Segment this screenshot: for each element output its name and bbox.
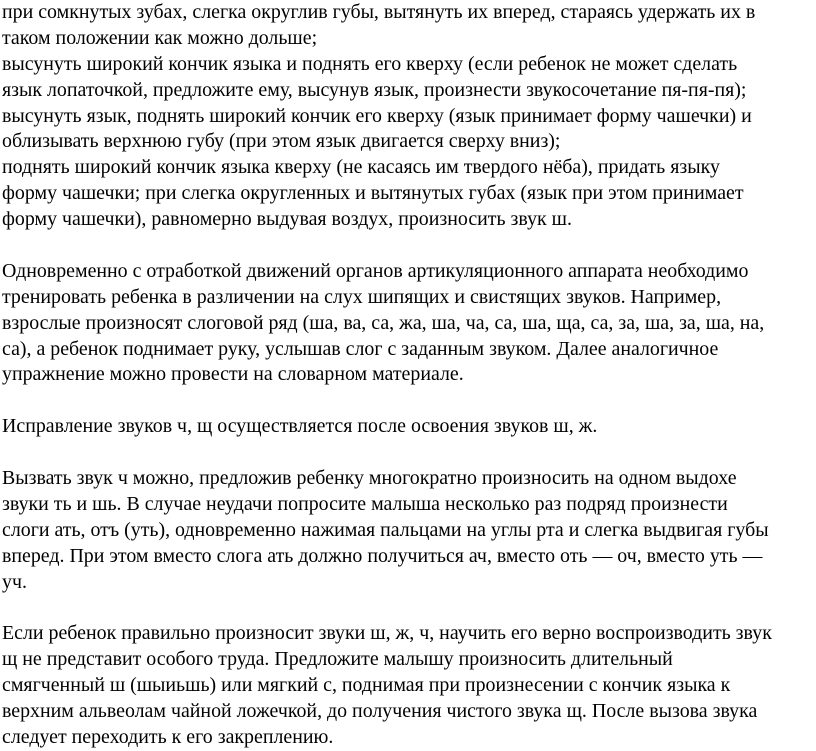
text-line: упражнение можно провести на словарном материале. [2,363,464,386]
sound-ch-paragraph [2,466,812,595]
text-line: Если ребенок правильно произносит звуки ш, ж, ч, научить его верно воспроизводить звук [2,622,772,645]
text-line: тренировать ребенка в различении на слух шипящих и свистящих звуков. Например, [2,285,722,308]
text-line: Одновременно с отработкой движений органов артикуляционного аппарата необходимо [2,259,749,282]
text-line: форму чашечки), равномерно выдувая воздух, произносить звук ш. [2,208,572,231]
text-line: высунуть язык, поднять широкий кончик его кверху (язык принимает форму чашечки) и [2,104,752,127]
text-line: следует переходить к его закреплению. [2,725,334,748]
text-line: Исправление звуков ч, щ осуществляется после освоения звуков ш, ж. [2,415,598,438]
text-line: таком положении как можно дольше; [2,26,318,49]
text-line: при сомкнутых зубах, слегка округлив губы, вытянуть их вперед, стараясь удержать их в [2,1,756,23]
hearing-discrimination-paragraph [2,259,812,388]
text-line: облизывать верхнюю губу (при этом язык двигается сверху вниз); [2,130,561,153]
text-line: са), а ребенок поднимает руку, услышав слог с заданным звуком. Далее аналогичное [2,337,719,360]
text-line: взрослые произносят слоговой ряд (ша, ва, са, жа, ша, ча, са, ша, ща, са, за, ша, за, ша, на, [2,311,765,334]
articulation-exercises-paragraph [2,0,812,233]
text-line: язык лопаточкой, предложите ему, высунув язык, произнести звукосочетание пя-пя-пя); [2,78,747,101]
text-line: уч. [2,570,27,593]
paragraph-gap [2,440,812,466]
paragraph-gap [2,388,812,414]
text-line: щ не представит особого труда. Предложите малышу произносить длительный [2,648,673,671]
paragraph-gap [2,595,812,621]
text-line: форму чашечки; при слегка округленных и вытянутых губах (язык при этом принимает [2,182,744,205]
text-line: Вызвать звук ч можно, предложив ребенку многократно произносить на одном выдохе [2,467,737,490]
text-line: высунуть широкий кончик языка и поднять его кверху (если ребенок не может сделать [2,52,738,75]
text-line: поднять широкий кончик языка кверху (не касаясь им твердого нёба), придать языку [2,156,720,179]
text-line: вперед. При этом вместо слога ать должно получиться ач, вместо оть — оч, вместо уть — [2,544,763,567]
text-line: звуки ть и шь. В случае неудачи попросите малыша несколько раз подряд произнести [2,492,728,515]
text-line: смягченный ш (шыиьшь) или мягкий с, поднимая при произнесении с кончик языка к [2,674,731,697]
paragraph-gap [2,233,812,259]
sound-shch-paragraph [2,621,812,750]
text-line: слоги ать, отъ (уть), одновременно нажимая пальцами на углы рта и слегка выдвигая губы [2,518,769,541]
text-line: верхним альвеолам чайной ложечкой, до получения чистого звука щ. После вызова звука [2,700,758,723]
correction-order-paragraph [2,414,812,440]
